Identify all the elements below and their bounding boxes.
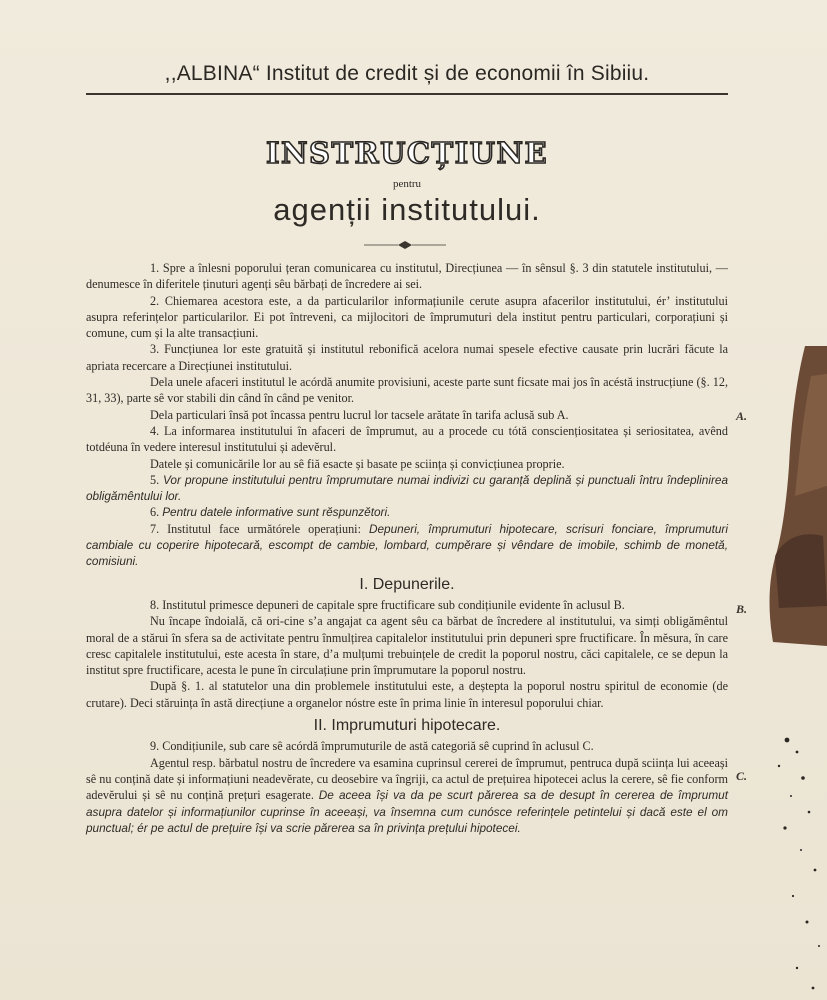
margin-note-a: A.	[736, 409, 748, 423]
institution-header: ,,ALBINA“ Institut de credit și de economii în Sibiiu.	[164, 62, 650, 85]
paragraph-number: 5.	[150, 472, 160, 487]
margin-note-b: B.	[736, 602, 748, 616]
paragraph-3-provisions: Dela unele afaceri institutul le acórdă anumite provisiuni, aceste parte sunt ficsate mai jos în acéstă instrucțiune (§. 12, 31, 33), parte sê vor stabili din când în când pe venitor.	[86, 375, 728, 406]
paragraph-5	[86, 472, 728, 505]
paragraph-lead: 7. Institutul face următórele operațiuni:	[150, 521, 361, 536]
instruction-body	[86, 260, 728, 836]
paragraph-4: 4. La informarea institutului în afaceri de împrumut, au a procede cu tótă consciențiositatea și seriositatea, avênd totdéuna în vedere interesul institutului și adevĕrul.	[86, 423, 728, 455]
margin-note-c: C.	[736, 769, 748, 783]
paragraph-8-statutes: După §. 1. al statutelor una din problemele institutului este, a deștepta la poporul nostru spiritul de economie (de crutare). Deci stăruința în astă direcțiune a organelor nóstre este în prima linie în interesul poporului chiar.	[86, 679, 728, 710]
paragraph-italic: De aceea își va da pe scurt părerea sa de desupt în cererea de împrumut asupra datelor și informațiunilor cuprinse în aceeași, va însemna cum cunósce referințele petintelui și dacă este el om punctual; ér pe actul de prețuire își va scrie părerea sa în privința prețului hipotecei.	[86, 788, 728, 835]
paragraph-italic: Pentru datele informative sunt rĕspunzĕtori.	[162, 505, 391, 520]
paragraph-6	[86, 504, 728, 520]
paragraph-3-fees: Dela particulari însă pot încassa pentru lucrul lor tacsele arătate în tarifa aclusă sub A.	[150, 407, 569, 422]
paragraph-9-agent	[86, 755, 728, 836]
paragraph-4-data: Datele și comunicările lor au sê fiă esacte și basate pe sciința și convicțiunea proprie.	[150, 456, 565, 471]
paragraph-8: 8. Institutul primesce depuneri de capitale spre fructificare sub condițiunile evidente în aclusul B.	[150, 597, 625, 612]
ink-speckles	[757, 700, 827, 1000]
title-connector: pentru	[392, 178, 422, 190]
paragraph-text: Agentul resp. bărbatul nostru de încredere va esamina cuprinsul cererei de împrumut, pentruca după sciința lui aceeași sê nu conțină date și informațiuni neadevĕrate, cu deosebire va îngriji, ca actul de prețuirea hipotecei aclus la cerere, sê fie conform adevĕrului și sê nu conțină prețuri esagerate.	[86, 755, 728, 803]
header-rule	[86, 93, 728, 95]
ornament-divider	[364, 240, 446, 250]
paragraph-7	[86, 521, 728, 570]
paragraph-8-obligation: Nu încape îndoială, că ori-cine s’a angajat ca agent sêu ca bărbat de încredere al institutului, va simți obligămêntul moral de a stărui în sfera sa de activitate pentru înmulțirea capitalelor institutului prin depuneri spre fructificare. În mĕsura, în care cresc capitalele institutului, este acesta în stare, d’a mulțumi trebuințele de credit la poporul nostru, căci capitalele, ce se depun la institut spre fructificare, acesta le pune în circulațiune prin împrumutare la poporul nostru.	[86, 614, 728, 678]
paragraph-3: 3. Funcțiunea lor este gratuită și institutul rebonifică acelora numai spesele efective causate prin lucrări făcute la apriata recercare a Direcțiunei institutului.	[86, 342, 728, 373]
paragraph-9: 9. Condițiunile, sub care sê acórdă împrumuturile de astă categoriă sê cuprind în aclusul C.	[150, 739, 594, 754]
document-subtitle: agenții institutului.	[273, 192, 541, 227]
paragraph-number: 6.	[150, 505, 160, 520]
adhesive-tape-residue	[765, 346, 827, 646]
paragraph-italic: Depuneri, împrumuturi hipotecare, scrisuri fonciare, împrumuturi cambiale cu coperire hipotecară, escompt de cambie, lombard, cumpĕrare și vêndare de imobile, schimb de monetă, comisiuni.	[86, 521, 728, 569]
paragraph-italic: Vor propune institutului pentru împrumutare numai indivizi cu garanță deplină și punctuali întru îndeplinirea obligămêntului lor.	[86, 472, 728, 504]
section-title-mortgage-loans: II. Imprumuturi hipotecare.	[313, 717, 501, 735]
paragraph-2: 2. Chiemarea acestora este, a da particularilor informațiunile cerute asupra afacerilor institutului, ér’ institutului asupra referințelor particularilor. Ei pot întreveni, ca mijlocitori de împrumuturi dela institut pentru particulari, corporațiuni și comune, cum și la alte transacțiuni.	[86, 293, 728, 341]
section-title-deposits: I. Depunerile.	[359, 575, 455, 593]
paragraph-1: 1. Spre a înlesni poporului țeran comunicarea cu institutul, Direcțiunea — în sênsul §. 3 din statutele institutului, — denumesce în diferitele ținuturi agenți sêu bărbați de încredere ai sei.	[86, 261, 728, 292]
document-title: INSTRUCȚIUNE	[265, 136, 549, 170]
